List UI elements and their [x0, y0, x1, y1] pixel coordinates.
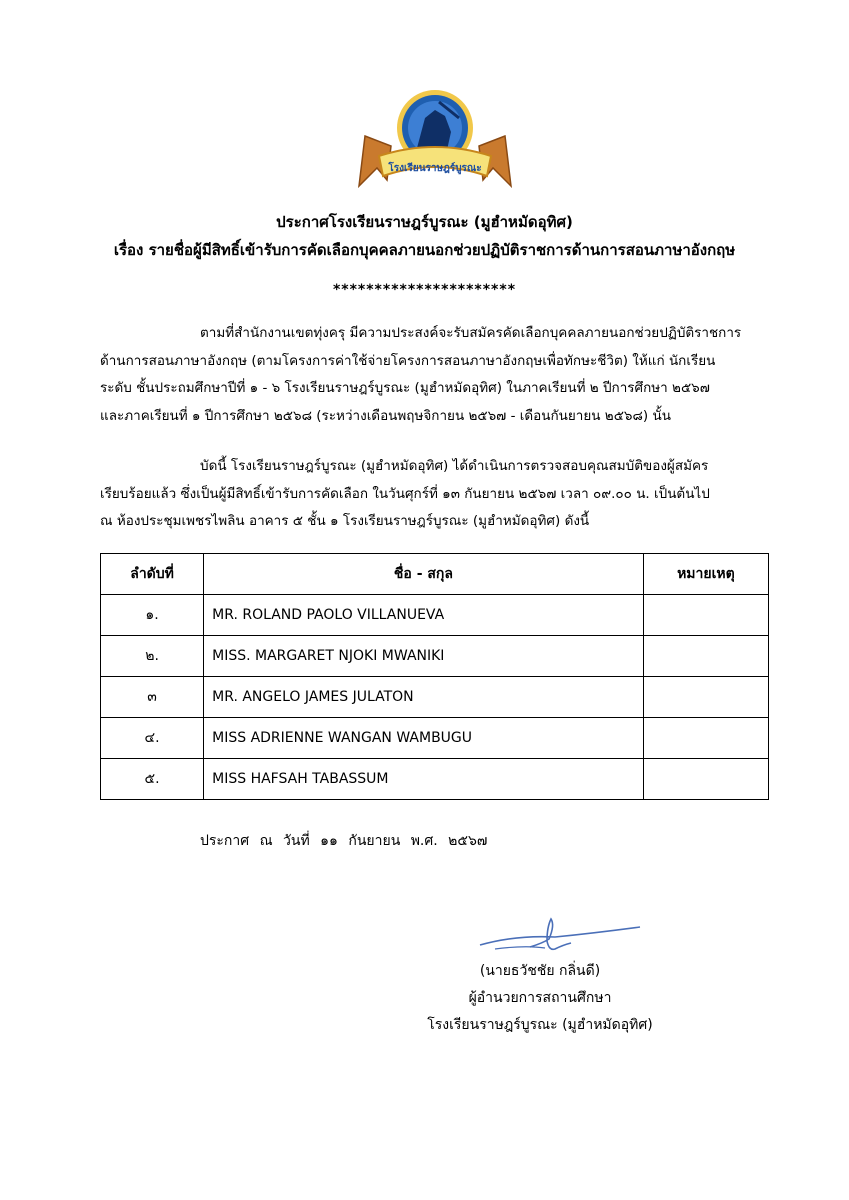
signatory-block [390, 958, 690, 1039]
paragraph-line: ตามที่สำนักงานเขตทุ่งครุ มีความประสงค์จะรับสมัครคัดเลือกบุคคลภายนอกช่วยปฏิบัติราชการ [200, 325, 742, 341]
signatory-position: ผู้อำนวยการสถานศึกษา [468, 990, 612, 1006]
table-row [101, 636, 769, 677]
table-row [101, 677, 769, 718]
paragraph-result [100, 453, 768, 536]
row-name: MISS ADRIENNE WANGAN WAMBUGU [204, 718, 644, 759]
signatory-name: (นายธวัชชัย กลิ่นดี) [479, 963, 601, 979]
paragraph-intro [100, 320, 768, 430]
column-header-name: ชื่อ - สกุล [204, 554, 644, 595]
candidate-table [100, 553, 769, 800]
announcement-date: ประกาศ ณ วันที่ ๑๑ กันยายน พ.ศ. ๒๕๖๗ [200, 833, 488, 849]
paragraph-line: บัดนี้ โรงเรียนราษฎร์บูรณะ (มูฮำหมัดอุทิศ) ได้ดำเนินการตรวจสอบคุณสมบัติของผู้สมัคร [200, 458, 709, 474]
row-name: MR. ROLAND PAOLO VILLANUEVA [204, 595, 644, 636]
school-logo [355, 88, 515, 203]
row-note [643, 636, 768, 677]
row-note [643, 677, 768, 718]
paragraph-line: เรียบร้อยแล้ว ซึ่งเป็นผู้มีสิทธิ์เข้ารับการคัดเลือก ในวันศุกร์ที่ ๑๓ กันยายน ๒๕๖๗ เวลา ๐๙.๐๐ น. เป็นต้นไป [100, 485, 710, 502]
signatory-school: โรงเรียนราษฎร์บูรณะ (มูฮำหมัดอุทิศ) [427, 1017, 653, 1033]
paragraph-line: ณ ห้องประชุมเพชรไพลิน อาคาร ๕ ชั้น ๑ โรงเรียนราษฎร์บูรณะ (มูฮำหมัดอุทิศ) ดังนี้ [100, 513, 590, 529]
logo-ribbon-text: โรงเรียนราษฎร์บูรณะ [388, 163, 482, 174]
row-note [643, 759, 768, 800]
row-number: ๒. [101, 636, 204, 677]
column-header-order: ลำดับที่ [101, 554, 204, 595]
row-number: ๑. [101, 595, 204, 636]
row-name: MISS HAFSAH TABASSUM [204, 759, 644, 800]
row-number: ๕. [101, 759, 204, 800]
paragraph-line: ระดับ ชั้นประถมศึกษาปีที่ ๑ - ๖ โรงเรียนราษฎร์บูรณะ (มูฮำหมัดอุทิศ) ในภาคเรียนที่ ๒ ปีการศึกษา ๒๕๖๗ [100, 380, 710, 396]
table-header-row [101, 554, 769, 595]
signature-icon [475, 915, 645, 960]
paragraph-line: ด้านการสอนภาษาอังกฤษ (ตามโครงการค่าใช้จ่ายโครงการสอนภาษาอังกฤษเพื่อทักษะชีวิต) ให้แก่ นักเรียน [100, 352, 716, 369]
row-number: ๔. [101, 718, 204, 759]
column-header-note: หมายเหตุ [643, 554, 768, 595]
announcement-title: ประกาศโรงเรียนราษฎร์บูรณะ (มูฮำหมัดอุทิศ) [276, 213, 573, 231]
row-number: ๓ [101, 677, 204, 718]
row-name: MISS. MARGARET NJOKI MWANIKI [204, 636, 644, 677]
separator: ********************** [332, 282, 517, 298]
table-row [101, 718, 769, 759]
row-name: MR. ANGELO JAMES JULATON [204, 677, 644, 718]
announcement-subject: เรื่อง รายชื่อผู้มีสิทธิ์เข้ารับการคัดเลือกบุคคลภายนอกช่วยปฏิบัติราชการด้านการสอนภาษาอังกฤษ [113, 241, 736, 259]
table-row [101, 759, 769, 800]
row-note [643, 595, 768, 636]
table-row [101, 595, 769, 636]
paragraph-line: และภาคเรียนที่ ๑ ปีการศึกษา ๒๕๖๘ (ระหว่างเดือนพฤษจิกายน ๒๕๖๗ - เดือนกันยายน ๒๕๖๘) นั้น [100, 407, 671, 424]
row-note [643, 718, 768, 759]
